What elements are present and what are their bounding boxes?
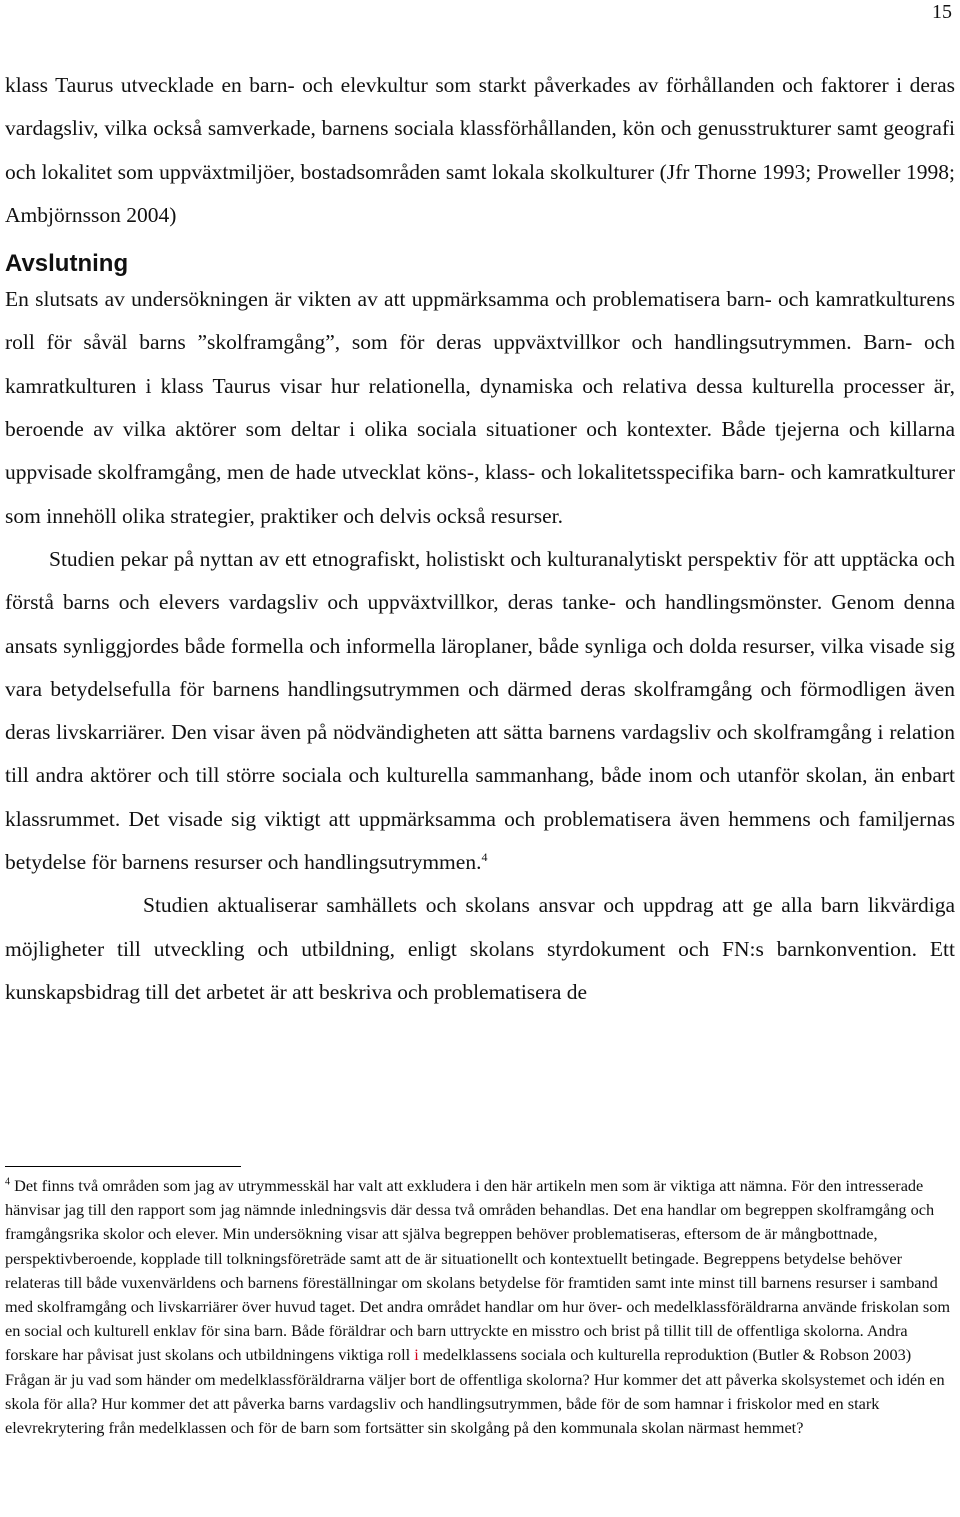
footnote-reference[interactable]: 4 bbox=[481, 849, 488, 864]
paragraph-study-benefit-text: Studien pekar på nyttan av ett etnografiskt, holistiskt och kulturanalytiskt perspektiv för att upptäcka och förstå barns och elevers vardagsliv och uppväxtvillkor, deras tanke- och handlingsmönster. Genom denna ansats synliggjordes både formella och informella läroplaner, både synliga och dolda resurser, vilka visade sig vara betydelsefulla för barnens handlingsutrymmen och därmed deras skolframgång och förmodligen även deras livskarriärer. Den visar även på nödvändigheten att sätta barnens vardagsliv och skolframgång i relation till andra aktörer och till större sociala och kulturella sammanhang, både inom och utanför skolan, än enbart klassrummet. Det visade sig viktigt att uppmärksamma och problematisera även hemmens och familjernas betydelse för barnens resurser och handlingsutrymmen. bbox=[5, 546, 955, 875]
footnote-marker: 4 bbox=[5, 1176, 10, 1188]
paragraph-conclusion: En slutsats av undersökningen är vikten av att uppmärksamma och problematisera barn- och kamratkulturens roll för såväl barns ”skolframgång”, som för deras uppväxtvillkor och handlingsutrymmen. Barn- och kamratkulturen i klass Taurus visar hur relationella, dynamiska och relativa dessa kulturella processer är, beroende av vilka aktörer som deltar i olika sociala situationer och kontexter. Både tjejerna och killarna uppvisade skolframgång, men de hade utvecklat köns-, klass- och lokalitetsspecifika barn- och kamratkulturer som innehöll olika strategier, praktiker och delvis också resurser. bbox=[5, 287, 955, 528]
paragraph-intro: klass Taurus utvecklade en barn- och elevkultur som starkt påverkades av förhållanden och faktorer i deras vardagsliv, vilka också samverkade, barnens sociala klassförhållanden, kön och genusstrukturer samt geografi och lokalitet som uppväxtmiljöer, bostadsområden samt lokala skolkulturer (Jfr Thorne 1993; Proweller 1998; Ambjörnsson 2004) bbox=[5, 73, 955, 227]
footnote-text-part1: Det finns två områden som jag av utrymmesskäl har valt att exkludera i den här artikeln men som är viktiga att nämna. För den intresserade hänvisar jag till den rapport som jag nämnde inledningsvis där dessa två områden behandlas. Det ena handlar om begreppen skolframgång och framgångsrika skolor och elever. Min undersökning visar att själva begreppen behöver problematiseras, eftersom de är mångbottnade, perspektivberoende, kopplade till tolkningsföreträde samt att de är situationellt och kontextuellt betingade. Begreppens betydelse behöver relateras till både vuxenvärldens och barnens föreställningar om skolans betydelse för framtiden samt inte minst till barnens resurser i samband med skolframgång och livskarriärer över huvud taget. Det andra området handlar om hur över- och medelklassföräldrarna använde friskolan som en social och kulturell enklav för sina barn. Både föräldrar och barn uttryckte en misstro och brist på tillit till de offentliga skolorna. Andra forskare har påvisat just skolans och utbildningens viktiga roll bbox=[5, 1176, 951, 1365]
page-number: 15 bbox=[932, 1, 952, 23]
paragraph-study-relevance: Studien aktualiserar samhällets och skolans ansvar och uppdrag att ge alla barn likvärdiga möjligheter till utveckling och utbildning, enligt skolans styrdokument och FN:s barnkonvention. Ett kunskapsbidrag till det arbetet är att beskriva och problematisera de bbox=[5, 893, 955, 1004]
section-heading: Avslutning bbox=[5, 250, 129, 278]
footnote bbox=[5, 1174, 950, 1440]
paragraph-study-benefit bbox=[5, 538, 955, 884]
footnote-text-part2: medelklassens sociala och kulturella reproduktion (Butler & Robson 2003) Frågan är ju vad som händer om medelklassföräldrarna väljer bort de offentliga skolorna? Hur kommer det att påverka skolsystemet och idén en skola för alla? Hur kommer det att påverka barns vardagsliv och handlingsutrymmen, både för de som hamnar i friskolor med en stark elevrekrytering från medelklassen och för de barn som fortsätter sin skolgång på den kommunala skolan närmast hemmet? bbox=[5, 1345, 945, 1438]
main-text bbox=[5, 64, 955, 1014]
footnote-highlight: i bbox=[414, 1345, 419, 1365]
footnote-divider bbox=[5, 1166, 241, 1167]
